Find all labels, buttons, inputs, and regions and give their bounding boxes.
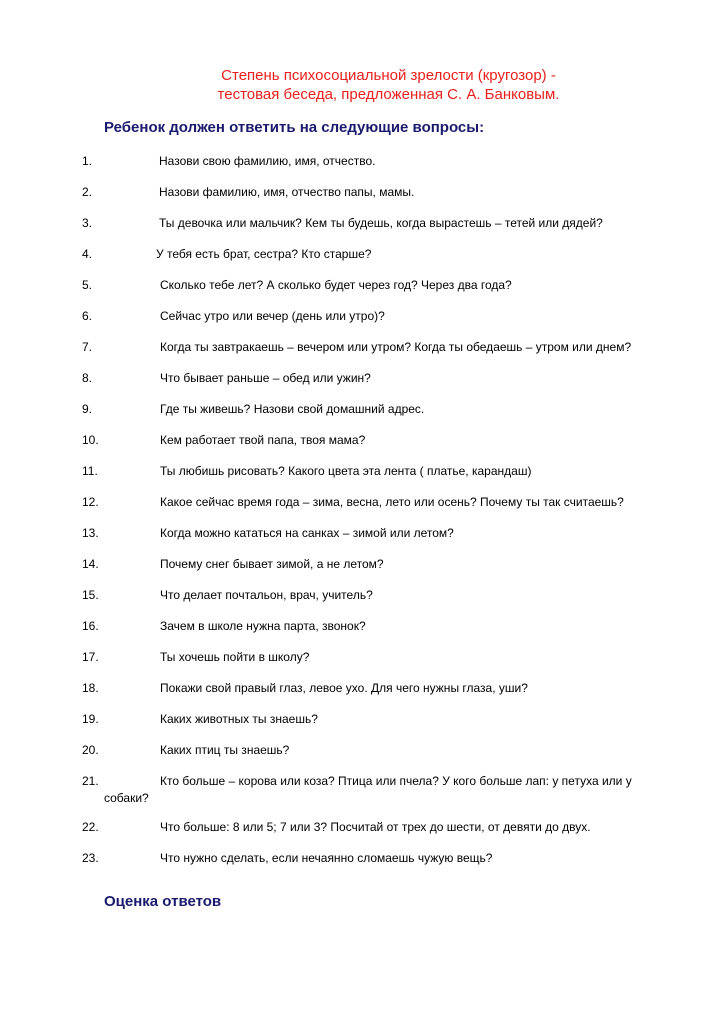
question-number: 3.	[82, 216, 93, 230]
question-number: 4.	[82, 247, 93, 261]
question-text: Ты хочешь пойти в школу?	[160, 650, 310, 664]
question-number: 18.	[82, 681, 99, 695]
question-number: 8.	[82, 371, 93, 385]
question-number: 2.	[82, 185, 93, 199]
scoring-heading: Оценка ответов	[104, 893, 222, 910]
question-number: 12.	[82, 495, 99, 509]
question-number: 13.	[82, 526, 99, 540]
question-number: 17.	[82, 650, 99, 664]
question-number: 9.	[82, 402, 93, 416]
question-number: 10.	[82, 433, 99, 447]
question-number: 11.	[82, 464, 98, 478]
question-number: 1.	[82, 154, 93, 168]
question-text: Какое сейчас время года – зима, весна, лето или осень? Почему ты так считаешь?	[160, 495, 624, 509]
question-text: Каких животных ты знаешь?	[160, 712, 318, 726]
question-number: 14.	[82, 557, 99, 571]
question-number: 23.	[82, 851, 99, 865]
question-number: 20.	[82, 743, 99, 757]
question-text: Каких птиц ты знаешь?	[160, 743, 290, 757]
question-number: 5.	[82, 278, 93, 292]
question-text: Сейчас утро или вечер (день или утро)?	[160, 309, 385, 323]
question-text: Сколько тебе лет? А сколько будет через год? Через два года?	[160, 278, 512, 292]
question-text: Что бывает раньше – обед или ужин?	[160, 371, 371, 385]
question-text-continuation: собаки?	[104, 791, 149, 805]
question-text: Кто больше – корова или коза? Птица или пчела? У кого больше лап: у петуха или у	[160, 774, 632, 788]
question-text: Ты любишь рисовать? Какого цвета эта лента ( платье, карандаш)	[160, 464, 532, 478]
question-text: У тебя есть брат, сестра? Кто старше?	[156, 247, 372, 261]
question-number: 19.	[82, 712, 99, 726]
question-text: Где ты живешь? Назови свой домашний адрес.	[160, 402, 425, 416]
question-text: Зачем в школе нужна парта, звонок?	[160, 619, 366, 633]
question-number: 16.	[82, 619, 99, 633]
question-number: 15.	[82, 588, 99, 602]
document-title	[0, 66, 725, 104]
title-line-2: тестовая беседа, предложенная С. А. Банковым.	[217, 86, 560, 103]
question-number: 6.	[82, 309, 93, 323]
question-text: Что больше: 8 или 5; 7 или 3? Посчитай от трех до шести, от девяти до двух.	[160, 820, 591, 834]
question-number: 22.	[82, 820, 99, 834]
question-text: Что нужно сделать, если нечаянно сломаешь чужую вещь?	[160, 851, 493, 865]
question-text: Назови свою фамилию, имя, отчество.	[159, 154, 376, 168]
intro-heading: Ребенок должен ответить на следующие вопросы:	[104, 119, 485, 136]
question-text: Что делает почтальон, врач, учитель?	[160, 588, 373, 602]
question-text: Когда можно кататься на санках – зимой или летом?	[160, 526, 454, 540]
question-number: 21.	[82, 774, 99, 788]
question-text: Покажи свой правый глаз, левое ухо. Для чего нужны глаза, уши?	[160, 681, 528, 695]
title-line-1: Степень психосоциальной зрелости (кругозор) -	[221, 67, 556, 84]
question-text: Назови фамилию, имя, отчество папы, мамы.	[159, 185, 415, 199]
question-number: 7.	[82, 340, 93, 354]
question-text: Когда ты завтракаешь – вечером или утром? Когда ты обедаешь – утром или днем?	[160, 340, 632, 354]
question-text: Почему снег бывает зимой, а не летом?	[160, 557, 384, 571]
question-text: Кем работает твой папа, твоя мама?	[160, 433, 366, 447]
question-text: Ты девочка или мальчик? Кем ты будешь, когда вырастешь – тетей или дядей?	[159, 216, 603, 230]
